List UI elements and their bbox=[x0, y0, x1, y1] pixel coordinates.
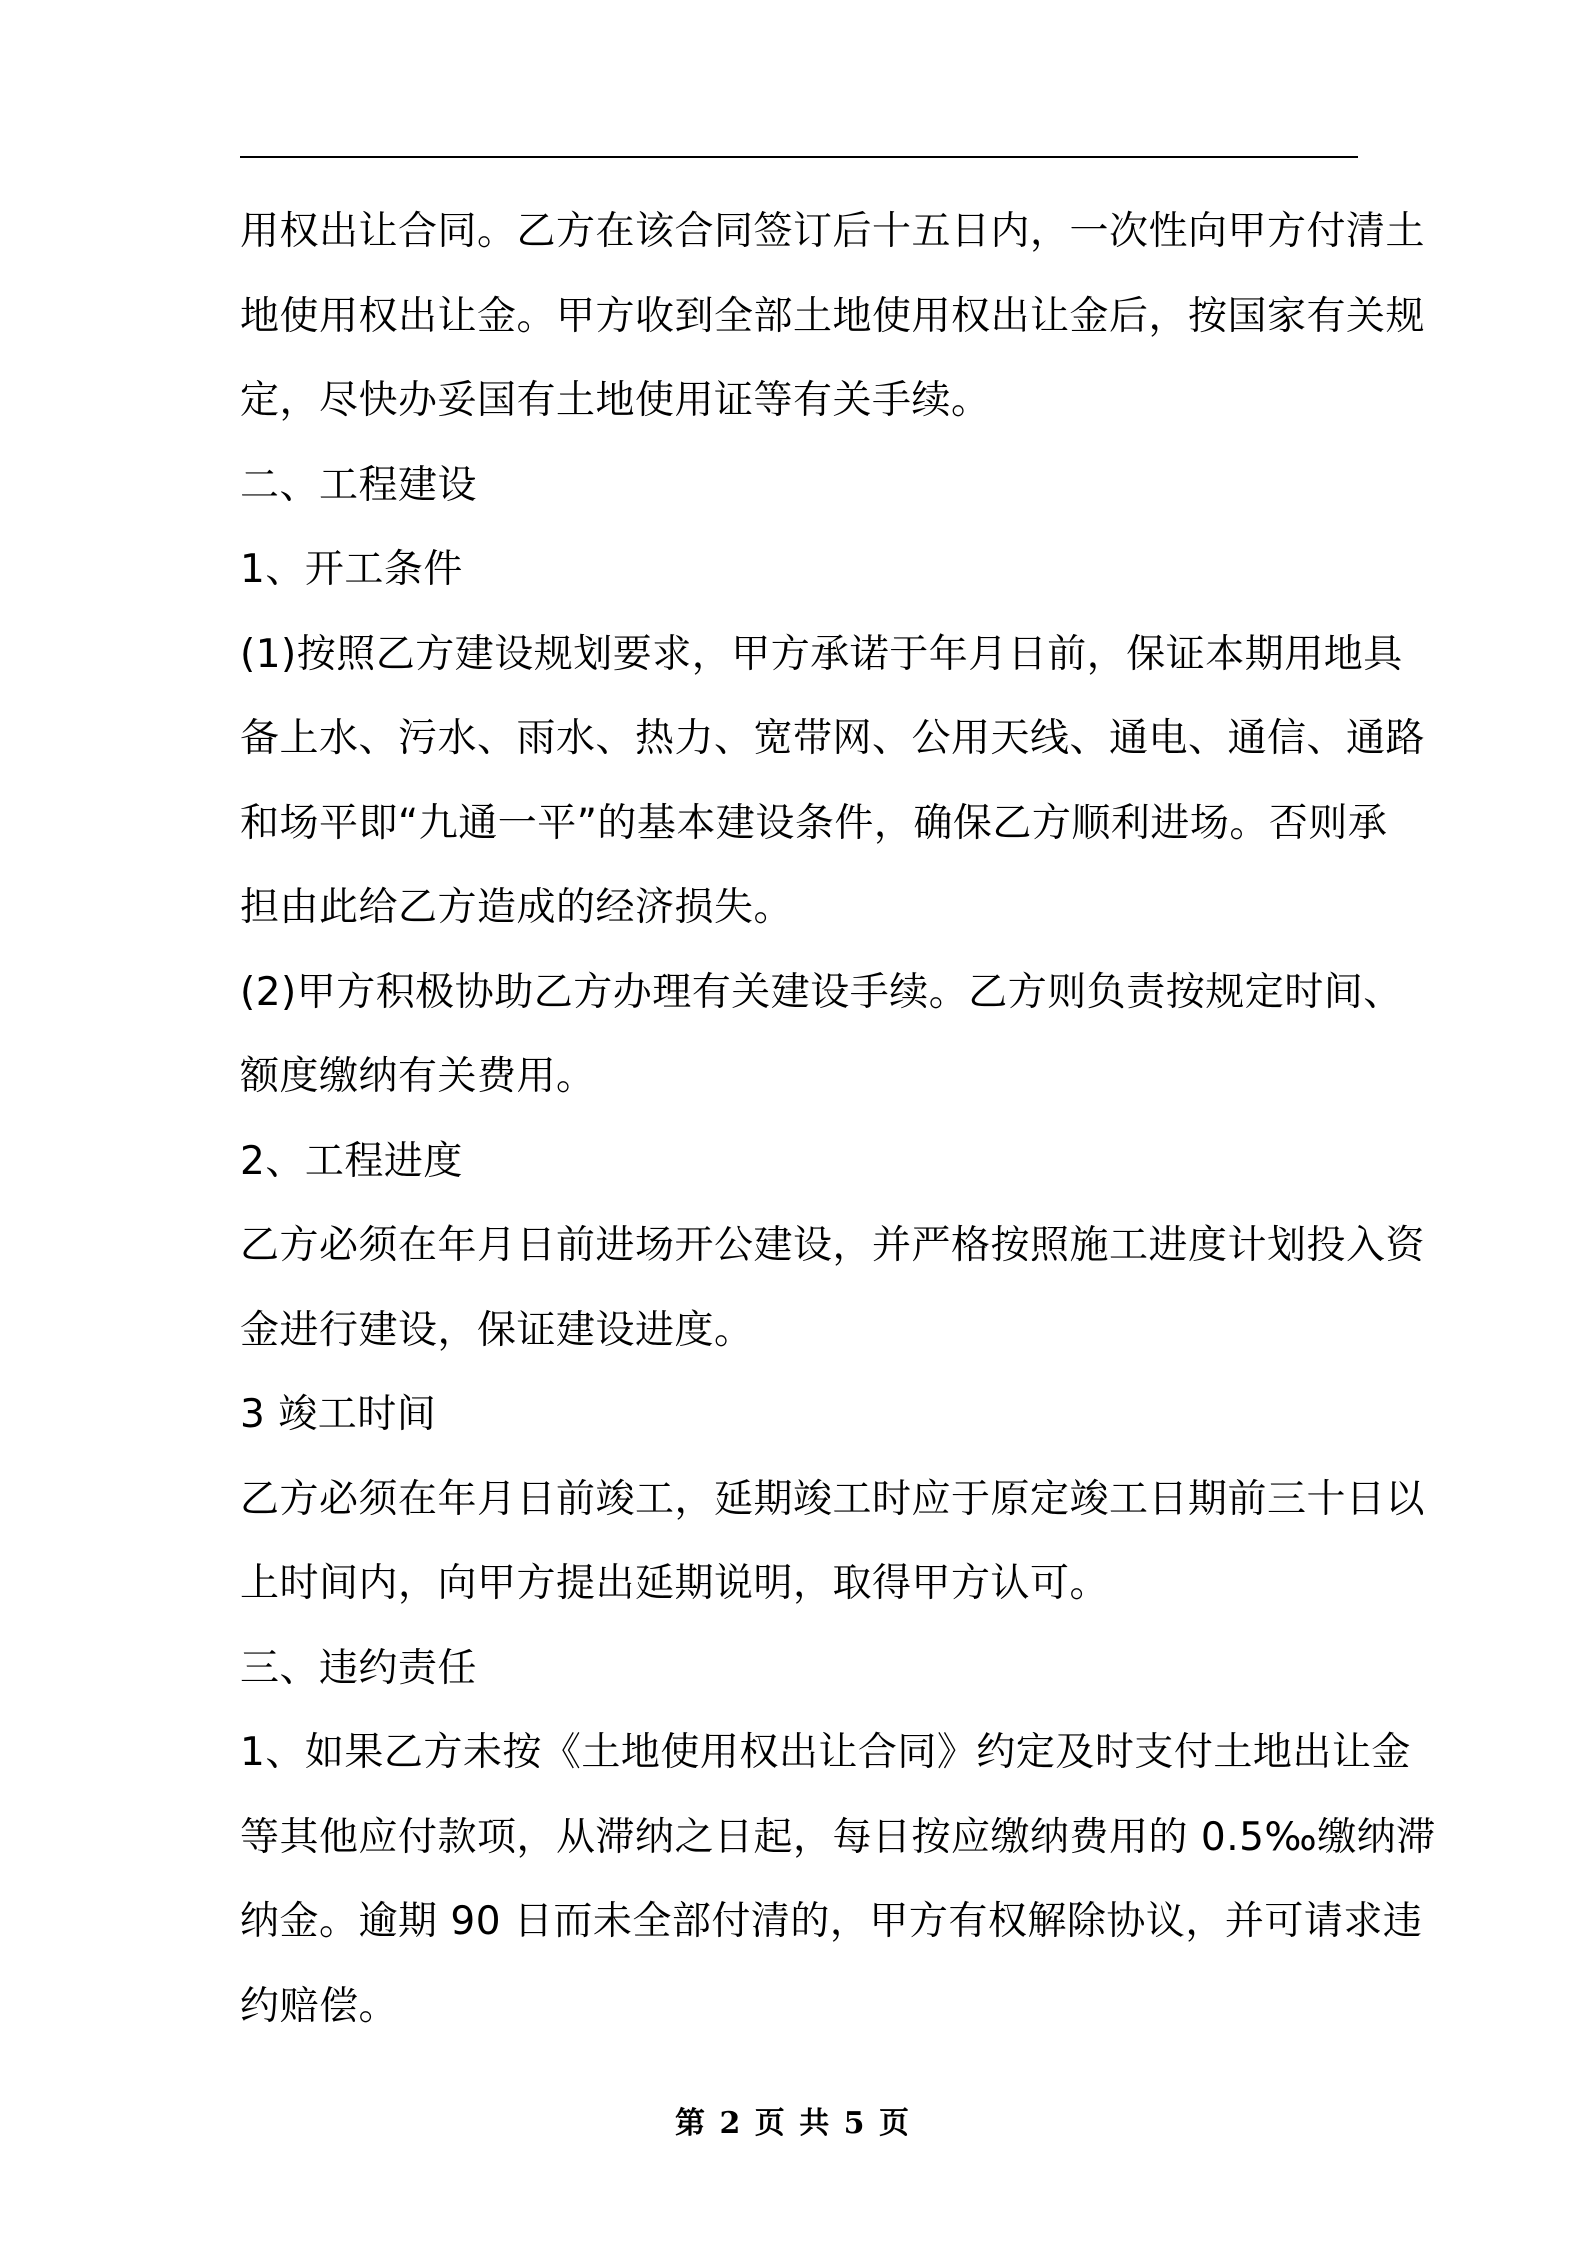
document-body bbox=[240, 190, 1436, 2049]
text-line: 1、如果乙方未按《土地使用权出让合同》约定及时支付土地出让金 bbox=[240, 1730, 1411, 1775]
section-heading: 三、违约责任 bbox=[240, 1645, 478, 1691]
subsection-heading: 2、工程进度 bbox=[240, 1138, 463, 1184]
text-line: 地使用权出让金。甲方收到全部土地使用权出让金后，按国家有关规 bbox=[240, 293, 1426, 339]
subsection-heading: 1、开工条件 bbox=[240, 547, 463, 592]
text-line: 和场平即“九通一平”的基本建设条件，确保乙方顺利进场。否则承 bbox=[240, 800, 1388, 846]
text-line: 定，尽快办妥国有土地使用证等有关手续。 bbox=[240, 378, 991, 423]
subsection-heading: 3 竣工时间 bbox=[240, 1392, 437, 1437]
text-line: 乙方必须在年月日前进场开公建设，并严格按照施工进度计划投入资 bbox=[240, 1223, 1426, 1268]
text-line: 等其他应付款项，从滞纳之日起，每日按应缴纳费用的 0.5‰缴纳滞 bbox=[240, 1814, 1436, 1860]
text-line: 额度缴纳有关费用。 bbox=[240, 1054, 596, 1099]
text-line: 约赔偿。 bbox=[240, 1983, 399, 2029]
text-line: 用权出让合同。乙方在该合同签订后十五日内，一次性向甲方付清土 bbox=[240, 209, 1426, 254]
section-heading: 二、工程建设 bbox=[240, 462, 478, 508]
text-line: (1)按照乙方建设规划要求，甲方承诺于年月日前，保证本期用地具 bbox=[240, 631, 1403, 677]
page-number-footer: 第 2 页 共 5 页 bbox=[675, 2106, 911, 2141]
text-line: (2)甲方积极协助乙方办理有关建设手续。乙方则负责按规定时间、 bbox=[240, 969, 1403, 1015]
text-line: 担由此给乙方造成的经济损失。 bbox=[240, 885, 794, 930]
text-line: 备上水、污水、雨水、热力、宽带网、公用天线、通电、通信、通路 bbox=[240, 716, 1426, 761]
text-line: 金进行建设，保证建设进度。 bbox=[240, 1307, 754, 1353]
header-rule bbox=[240, 156, 1358, 158]
text-line: 上时间内，向甲方提出延期说明，取得甲方认可。 bbox=[240, 1561, 1110, 1606]
text-line: 纳金。逾期 90 日而未全部付清的，甲方有权解除协议，并可请求违 bbox=[240, 1899, 1423, 1944]
text-line: 乙方必须在年月日前竣工，延期竣工时应于原定竣工日期前三十日以 bbox=[240, 1476, 1426, 1522]
